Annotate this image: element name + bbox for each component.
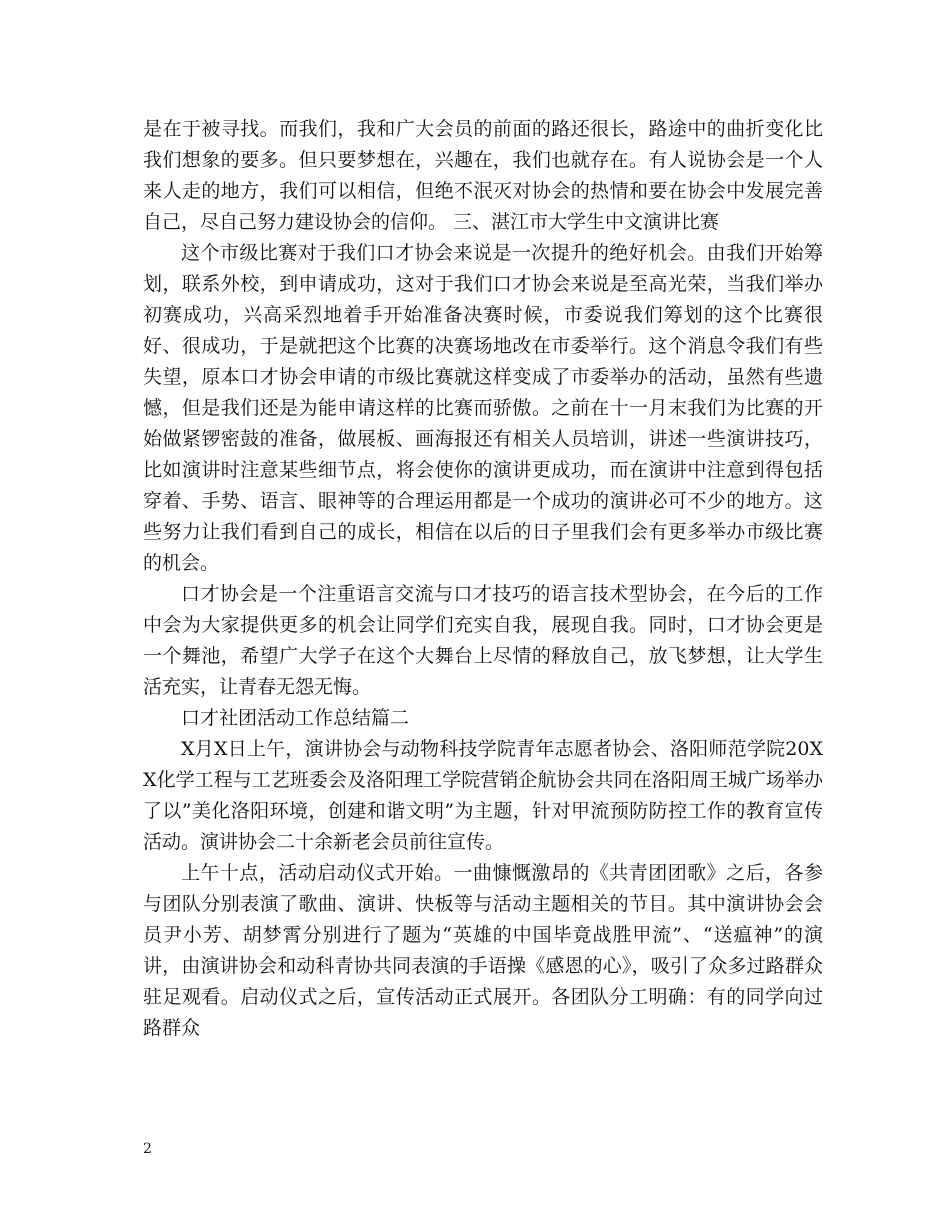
paragraph-4: X月X日上午，演讲协会与动物科技学院青年志愿者协会、洛阳师范学院20XX化学工程与工艺班委会及洛阳理工学院营销企航协会共同在洛阳周王城广场举办了以”美化洛阳环境，创建和谐文明”为主题，针对甲流预防防控工作的教育宣传活动。演讲协会二十余新老会员前往宣传。 xyxy=(143,738,823,853)
paragraph-1: 是在于被寻找。而我们，我和广大会员的前面的路还很长，路途中的曲折变化比我们想象的要多。但只要梦想在，兴趣在，我们也就存在。有人说协会是一个人来人走的地方，我们可以相信，但绝不泯灭对协会的热情和要在协会中发展完善自己，尽自己努力建设协会的信仰。 三、湛江市大学生中文演讲比赛 xyxy=(143,118,823,233)
paragraph-5: 上午十点，活动启动仪式开始。一曲慷慨激昂的《共青团团歌》之后，各参与团队分别表演了歌曲、演讲、快板等与活动主题相关的节目。其中演讲协会会员尹小芳、胡梦霄分别进行了题为“英雄的中国毕竟战胜甲流”、“送瘟神”的演讲，由演讲协会和动科青协共同表演的手语操《感恩的心》，吸引了众多过路群众驻足观看。启动仪式之后，宣传活动正式展开。各团队分工明确：有的同学向过路群众 xyxy=(143,862,823,1039)
document-body xyxy=(143,114,823,1044)
page-number: 2 xyxy=(143,1141,152,1157)
paragraph-2: 这个市级比赛对于我们口才协会来说是一次提升的绝好机会。由我们开始筹划，联系外校，到申请成功，这对于我们口才协会来说是至高光荣，当我们举办初赛成功，兴高采烈地着手开始准备决赛时候，市委说我们筹划的这个比赛很好、很成功，于是就把这个比赛的决赛场地改在市委举行。这个消息令我们有些失望，原本口才协会申请的市级比赛就这样变成了市委举办的活动，虽然有些遗憾，但是我们还是为能申请这样的比赛而骄傲。之前在十一月末我们为比赛的开始做紧锣密鼓的准备，做展板、画海报还有相关人员培训，讲述一些演讲技巧，比如演讲时注意某些细节点，将会使你的演讲更成功，而在演讲中注意到得包括穿着、手势、语言、眼神等的合理运用都是一个成功的演讲必可不少的地方。这些努力让我们看到自己的成长，相信在以后的日子里我们会有更多举办市级比赛的机会。 xyxy=(143,242,823,574)
paragraph-3: 口才协会是一个注重语言交流与口才技巧的语言技术型协会，在今后的工作中会为大家提供更多的机会让同学们充实自我，展现自我。同时，口才协会更是一个舞池，希望广大学子在这个大舞台上尽情的释放自己，放飞梦想，让大学生活充实，让青春无怨无悔。 xyxy=(143,583,823,698)
section-heading: 口才社团活动工作总结篇二 xyxy=(181,707,410,729)
